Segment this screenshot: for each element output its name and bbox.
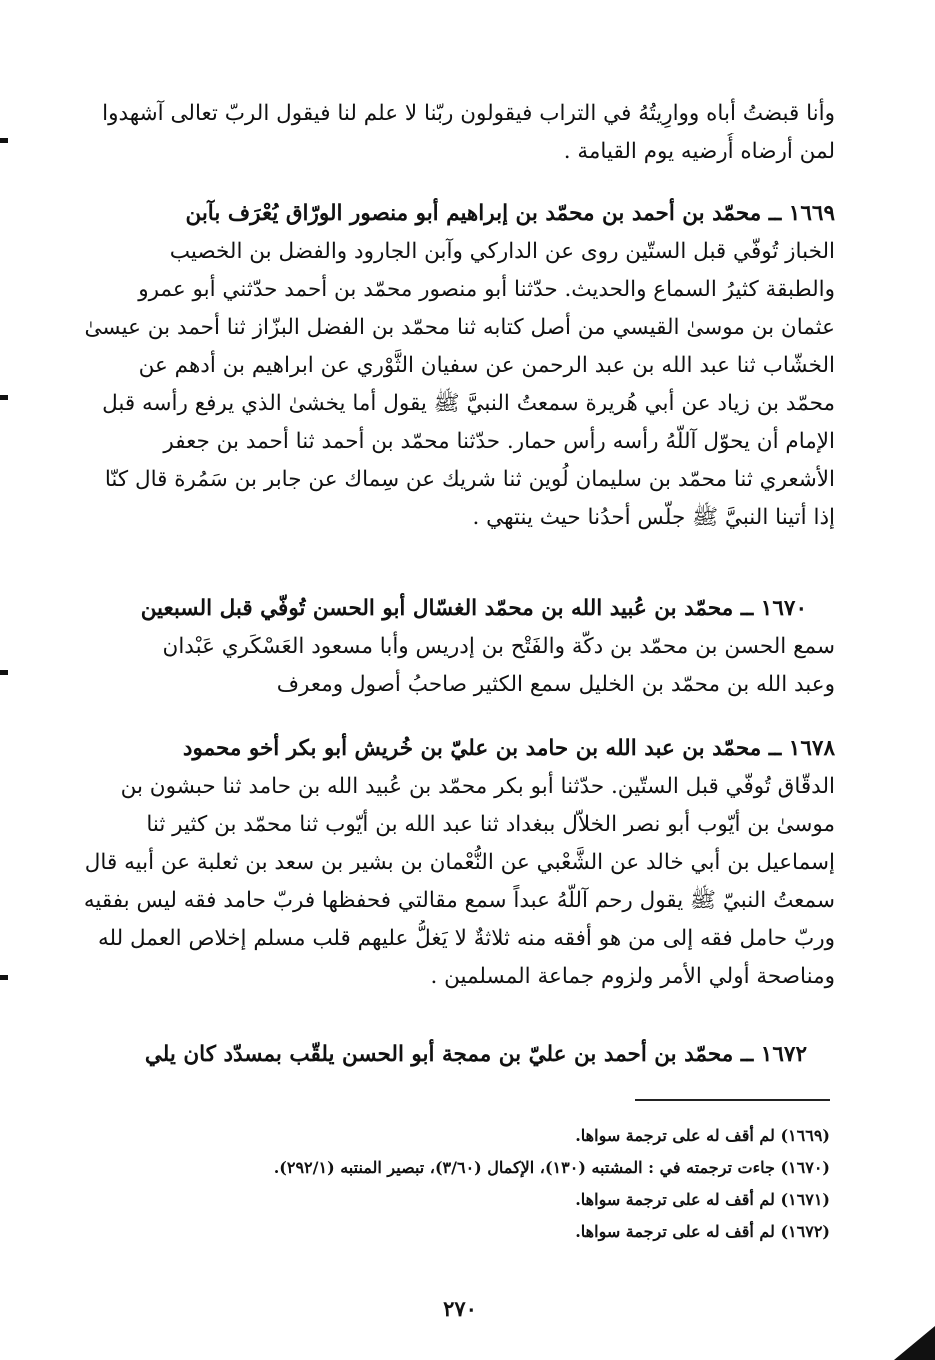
corner-scan-mark xyxy=(888,1318,935,1360)
text-line: سمع الحسن بن محمّد بن دكّة والفَتْح بن إدريس وأبا مسعود العَسْكَري عَبْدان xyxy=(162,634,835,659)
text-line: وربّ حامل فقه إلى من هو أفقه منه ثلاثةٌ لا يَغلُّ عليهم قلب مسلم إخلاص العمل لله xyxy=(97,926,835,951)
text-line: عثمان بن موسىٰ القيسي من أصل كتابه ثنا محمّد بن الفضل البزّاز ثنا أحمد بن عيسىٰ xyxy=(84,315,835,340)
text-line: الخشّاب ثنا عبد الله بن عبد الرحمن عن سفيان الثَّوْري عن ابراهيم بن أدهم عن xyxy=(138,353,835,378)
margin-mark xyxy=(0,670,8,675)
entry-heading: ١٦٧٨ ــ محمّد بن عبد الله بن حامد بن عليّ بن خُريش أبو بكر أخو محمود xyxy=(182,736,835,761)
continuation-paragraph xyxy=(80,95,835,171)
text-line: الإمام أن يحوّل آللّهُ رأسه رأس حمار. حدّثنا محمّد بن أحمد ثنا أحمد بن جعفر xyxy=(163,429,835,454)
entry-heading: ١٦٧٠ ــ محمّد بن عُبيد الله بن محمّد الغسّال أبو الحسن تُوفّي قبل السبعين xyxy=(140,596,807,621)
entry-1672 xyxy=(80,1036,835,1074)
text-line: الأشعري ثنا محمّد بن سليمان لُوين ثنا شريك عن سِماك عن جابر بن سَمُرة قال كنّا xyxy=(104,467,835,492)
footnote-divider xyxy=(635,1099,830,1101)
text-line: والطبقة كثيرُ السماع والحديث. حدّثنا أبو منصور محمّد بن أحمد حدّثني أبو عمرو xyxy=(138,277,835,302)
entry-heading: ١٦٧٢ ــ محمّد بن أحمد بن عليّ بن ممجة أبو الحسن يلقّب بمسدّد كان يلي xyxy=(144,1042,807,1067)
text-line: الدقّاق تُوفّي قبل الستّين. حدّثنا أبو بكر محمّد بن عُبيد الله بن حامد ثنا حبشون بن xyxy=(120,774,835,799)
footnote: (١٦٧١) لم أقف له على ترجمة سواها. xyxy=(575,1190,830,1209)
text-line: إسماعيل بن أبي خالد عن الشَّعْبي عن النُّعْمان بن بشير بن سعد بن ثعلبة عن أبيه قال xyxy=(84,850,835,875)
text-line: لمن أرضاه أُرضيه يوم القيامة . xyxy=(563,139,835,164)
text-line: إذا أتينا النبيَّ ﷺ جلّس أحدُنا حيث ينتهي . xyxy=(472,505,835,530)
text-line: موسىٰ بن أيّوب أبو نصر الخلاّل ببغداد ثنا عبد الله بن أيّوب ثنا محمّد بن كثير ثنا xyxy=(146,812,835,837)
footnotes xyxy=(180,1120,830,1248)
entry-1671 xyxy=(80,730,835,996)
footnote: (١٦٧٢) لم أقف له على ترجمة سواها. xyxy=(575,1222,830,1241)
entry-1670 xyxy=(80,590,835,704)
text-line: الخباز تُوفّي قبل الستّين روى عن الداركي وآبن الجارود والفضل بن الخصيب xyxy=(169,239,835,264)
text-line: وأنا قبضتُ أباه ووارِيتُهُ في التراب فيقولون ربّنا لا علم لنا فيقول الربّ تعالى آشهدوا xyxy=(102,101,835,126)
text-line: سمعتُ النبيّ ﷺ يقول رحم آللّهُ عبداً سمع مقالتي فحفظها فربّ حامد فقه ليس بفقيه xyxy=(83,888,835,913)
text-line: محمّد بن زياد عن أبي هُريرة سمعتُ النبيَّ ﷺ يقول أما يخشىٰ الذي يرفع رأسه قبل xyxy=(102,391,835,416)
page-number: ٢٧٠ xyxy=(443,1296,477,1321)
margin-mark xyxy=(0,138,8,143)
text-line: وعبد الله بن محمّد بن الخليل سمع الكثير صاحبُ أصول ومعرف xyxy=(276,672,835,697)
footnote: (١٦٦٩) لم أقف له على ترجمة سواها. xyxy=(575,1126,830,1145)
entry-heading: ١٦٦٩ ــ محمّد بن أحمد بن محمّد بن إبراهيم أبو منصور الورّاق يُعْرَف بآبن xyxy=(185,201,835,226)
margin-mark xyxy=(0,395,8,400)
entry-1669 xyxy=(80,195,835,537)
text-line: ومناصحة أولي الأمر ولزوم جماعة المسلمين . xyxy=(430,964,835,989)
margin-mark xyxy=(0,975,8,980)
footnote: (١٦٧٠) جاءت ترجمته في : المشتبه (١٣٠)، الإكمال (٣/٦٠)، تبصير المنتبه (٢٩٢/١). xyxy=(273,1158,830,1177)
